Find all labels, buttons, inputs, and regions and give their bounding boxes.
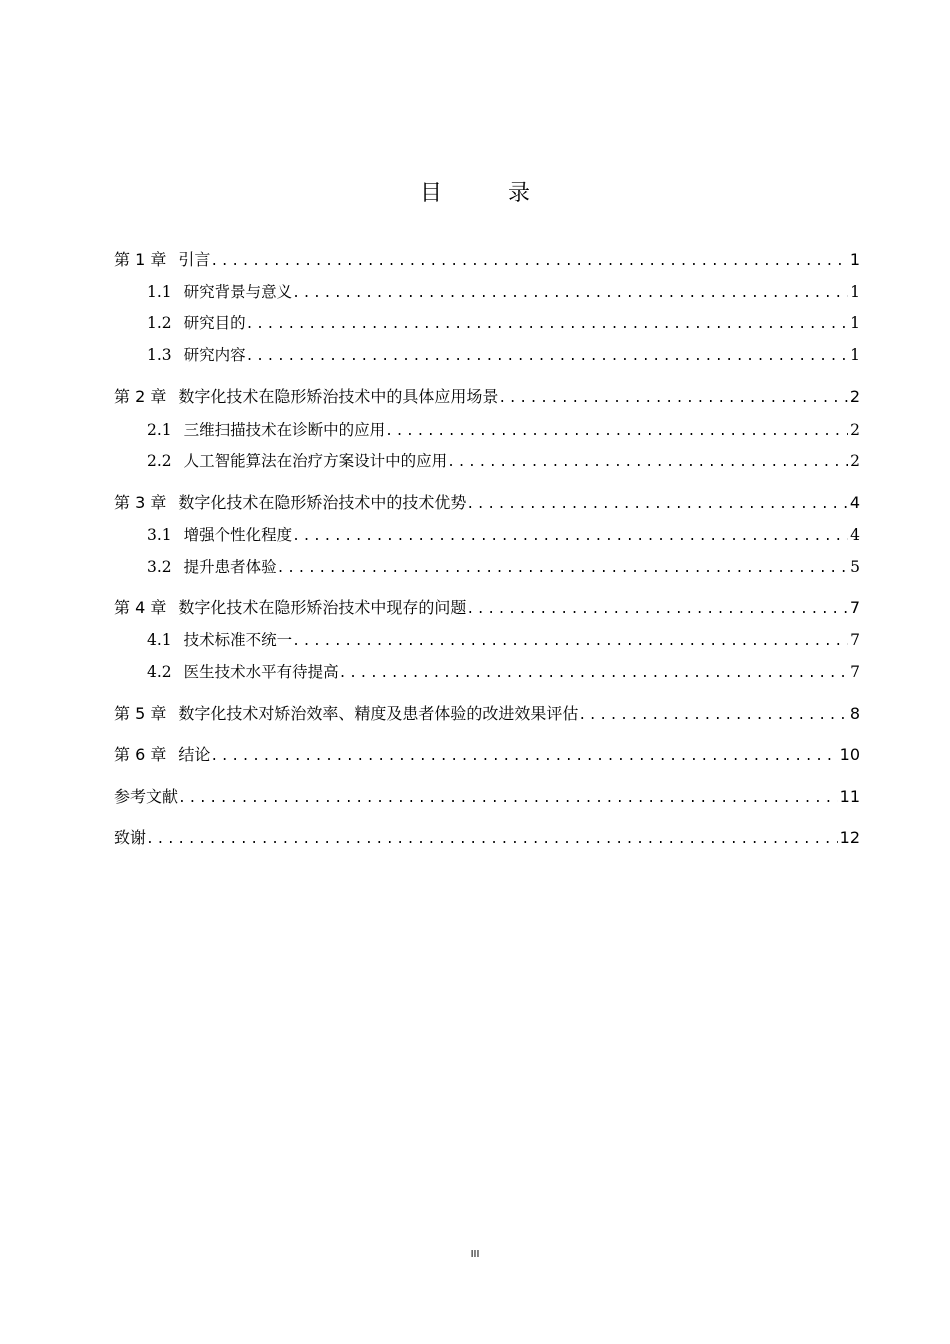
dot-leader — [292, 525, 848, 547]
toc-entry-chapter-5[interactable] — [114, 702, 860, 726]
toc-entry-acknowledgements[interactable] — [114, 826, 860, 850]
toc-entry-label: 研究目的 — [183, 314, 246, 332]
toc-entry-number: 1.3 — [147, 346, 172, 364]
toc-entry-page: 10 — [839, 745, 860, 764]
toc-entry-label: 致谢 — [114, 828, 147, 847]
toc-entry-chapter-1[interactable] — [114, 248, 860, 272]
toc-entry-page: 1 — [849, 250, 860, 269]
dot-leader — [466, 493, 847, 515]
dot-leader — [292, 630, 848, 652]
toc-entry-section-1-1[interactable] — [147, 280, 860, 304]
toc-entry-chapter-4[interactable] — [114, 596, 860, 620]
page-number: III — [470, 1249, 480, 1260]
toc-entry-number: 2.2 — [147, 452, 172, 470]
toc-entry-page: 7 — [849, 598, 860, 617]
dot-leader — [277, 557, 848, 579]
toc-entry-number: 第 3 章 — [114, 493, 167, 512]
toc-entry-label: 数字化技术在隐形矫治技术中的具体应用场景 — [178, 387, 499, 406]
dot-leader — [246, 345, 848, 367]
toc-entry-number: 第 4 章 — [114, 598, 167, 617]
dot-leader — [578, 704, 847, 726]
toc-entry-references[interactable] — [114, 785, 860, 809]
toc-entry-page: 8 — [849, 704, 860, 723]
toc-entry-number: 1.2 — [147, 314, 172, 332]
toc-entry-page: 2 — [850, 421, 860, 439]
toc-entry-section-4-1[interactable] — [147, 628, 860, 652]
dot-leader — [447, 451, 848, 473]
toc-title: 目 录 — [419, 181, 552, 206]
toc-entry-section-1-3[interactable] — [147, 343, 860, 367]
toc-entry-section-2-2[interactable] — [147, 449, 860, 473]
toc-entry-label: 数字化技术在隐形矫治技术中现存的问题 — [178, 598, 467, 617]
toc-entry-label: 提升患者体验 — [183, 558, 277, 576]
toc-entry-label: 人工智能算法在治疗方案设计中的应用 — [183, 452, 448, 470]
dot-leader — [498, 387, 847, 409]
dot-leader — [178, 787, 838, 809]
toc-entry-label: 研究内容 — [183, 346, 246, 364]
toc-entry-page: 1 — [850, 314, 860, 332]
toc-entry-number: 第 1 章 — [114, 250, 167, 269]
toc-entry-page: 1 — [850, 283, 860, 301]
toc-entry-section-3-1[interactable] — [147, 523, 860, 547]
dot-leader — [292, 282, 848, 304]
toc-entry-chapter-2[interactable] — [114, 385, 860, 409]
toc-entry-label: 数字化技术对矫治效率、精度及患者体验的改进效果评估 — [178, 704, 579, 723]
toc-entry-page: 11 — [839, 787, 860, 806]
toc-entry-page: 7 — [850, 631, 860, 649]
toc-entry-label: 参考文献 — [114, 787, 179, 806]
toc-entry-label: 数字化技术在隐形矫治技术中的技术优势 — [178, 493, 467, 512]
toc-entry-label: 引言 — [178, 250, 211, 269]
dot-leader — [466, 598, 847, 620]
dot-leader — [246, 313, 848, 335]
toc-entry-label: 技术标准不统一 — [183, 631, 293, 649]
toc-entry-page: 1 — [850, 346, 860, 364]
toc-entry-number: 3.2 — [147, 558, 172, 576]
dot-leader — [146, 828, 838, 850]
toc-entry-number: 4.1 — [147, 631, 172, 649]
toc-entry-chapter-6[interactable] — [114, 743, 860, 767]
toc-entry-number: 1.1 — [147, 283, 172, 301]
toc-entry-page: 4 — [849, 493, 860, 512]
toc-entry-label: 三维扫描技术在诊断中的应用 — [183, 421, 386, 439]
toc-entry-number: 第 2 章 — [114, 387, 167, 406]
toc-entry-section-4-2[interactable] — [147, 660, 860, 684]
toc-entry-page: 2 — [850, 452, 860, 470]
toc-entry-page: 2 — [849, 387, 860, 406]
toc-entry-number: 第 5 章 — [114, 704, 167, 723]
toc-entry-number: 3.1 — [147, 526, 172, 544]
toc-entry-label: 研究背景与意义 — [183, 283, 293, 301]
toc-entry-page: 12 — [839, 828, 860, 847]
toc-entry-page: 5 — [850, 558, 860, 576]
toc-entry-chapter-3[interactable] — [114, 491, 860, 515]
toc-entry-number: 4.2 — [147, 663, 172, 681]
toc-entry-label: 医生技术水平有待提高 — [183, 663, 339, 681]
toc-entry-section-2-1[interactable] — [147, 418, 860, 442]
toc-entry-number: 2.1 — [147, 421, 172, 439]
toc-entry-page: 4 — [850, 526, 860, 544]
toc-entry-label: 结论 — [178, 745, 211, 764]
dot-leader — [385, 420, 848, 442]
toc-entry-page: 7 — [850, 663, 860, 681]
dot-leader — [210, 250, 847, 272]
toc-entry-section-1-2[interactable] — [147, 311, 860, 335]
dot-leader — [210, 745, 837, 767]
dot-leader — [339, 662, 848, 684]
toc-entry-number: 第 6 章 — [114, 745, 167, 764]
toc-entry-section-3-2[interactable] — [147, 555, 860, 579]
toc-entry-label: 增强个性化程度 — [183, 526, 293, 544]
